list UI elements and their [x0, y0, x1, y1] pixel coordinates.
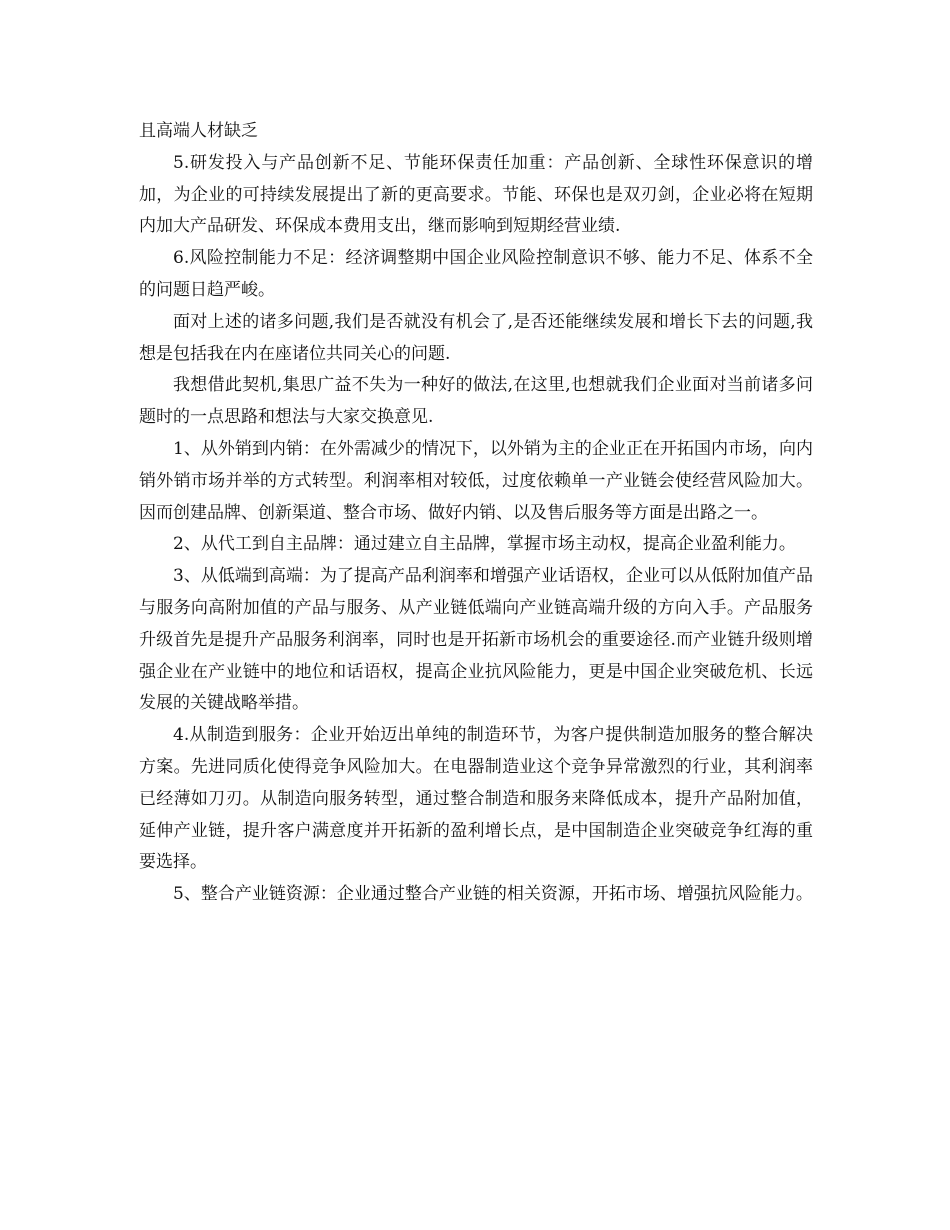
paragraph-continuation: 且高端人材缺乏	[139, 121, 258, 141]
paragraph-item-6-risk: 6.风险控制能力不足：经济调整期中国企业风险控制意识不够、能力不足、体系不全的问题日趋严峻。	[139, 248, 813, 300]
paragraph-strategy-4: 4.从制造到服务：企业开始迈出单纯的制造环节，为客户提供制造加服务的整合解决方案。先进同质化使得竞争风险加大。在电器制造业这个竞争异常激烈的行业，其利润率已经薄如刀刃。从制造向服务转型，通过整合制造和服务来降低成本，提升产品附加值，延伸产业链，提升客户满意度并开拓新的盈利增长点，是中国制造企业突破竞争红海的重要选择。	[139, 725, 813, 873]
paragraph-strategy-2: 2、从代工到自主品牌：通过建立自主品牌，掌握市场主动权，提高企业盈利能力。	[173, 534, 796, 555]
paragraph-intro-ideas: 我想借此契机,集思广益不失为一种好的做法,在这里,也想就我们企业面对当前诸多问题时的一点思路和想法与大家交换意见.	[139, 375, 813, 428]
document-body	[139, 116, 813, 911]
paragraph-strategy-1: 1、从外销到内销：在外需减少的情况下，以外销为主的企业正在开拓国内市场，向内销外销市场并举的方式转型。利润率相对较低，过度依赖单一产业链会使经营风险加大。因而创建品牌、创新渠道、整合市场、做好内销、以及售后服务等方面是出路之一。	[139, 438, 813, 523]
paragraph-strategy-5: 5、整合产业链资源：企业通过整合产业链的相关资源，开拓市场、增强抗风险能力。	[173, 884, 813, 905]
paragraph-item-5-rnd: 5.研发投入与产品创新不足、节能环保责任加重：产品创新、全球性环保意识的增加，为企业的可持续发展提出了新的更高要求。节能、环保也是双刃剑，企业必将在短期内加大产品研发、环保成本费用支出，继而影响到短期经营业绩.	[139, 152, 813, 237]
paragraph-strategy-3: 3、从低端到高端：为了提高产品利润率和增强产业话语权，企业可以从低附加值产品与服务向高附加值的产品与服务、从产业链低端向产业链高端升级的方向入手。产品服务升级首先是提升产品服务利润率，同时也是开拓新市场机会的重要途径.而产业链升级则增强企业在产业链中的地位和话语权，提高企业抗风险能力，更是中国企业突破危机、长远发展的关键战略举措。	[139, 566, 813, 714]
paragraph-question: 面对上述的诸多问题,我们是否就没有机会了,是否还能继续发展和增长下去的问题,我想是包括我在内在座诸位共同关心的问题.	[139, 311, 813, 364]
